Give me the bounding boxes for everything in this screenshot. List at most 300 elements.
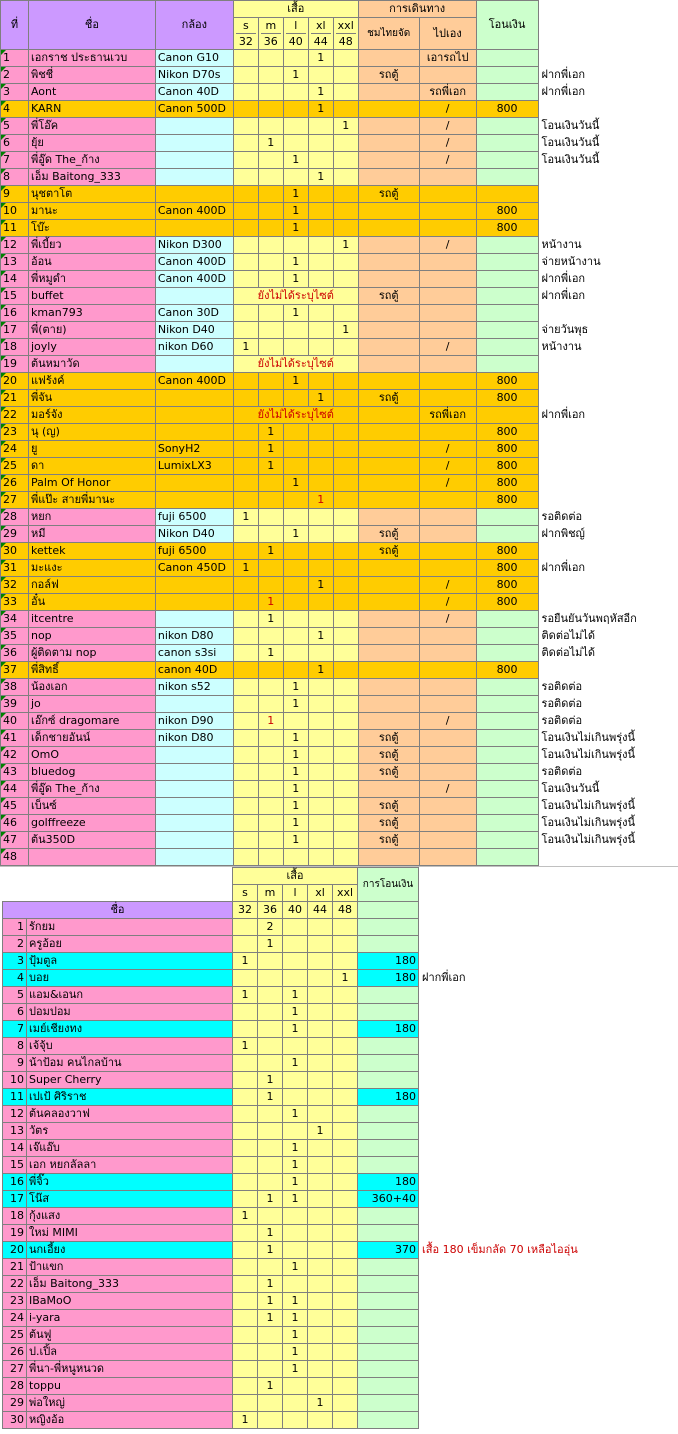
transfer-cell xyxy=(476,152,538,169)
size-xl-cell: 1 xyxy=(308,101,333,118)
row-name: ปุ้มตูล xyxy=(27,953,233,970)
note-cell xyxy=(419,1395,674,1412)
size-l-cell: 1 xyxy=(283,186,308,203)
size-s-cell xyxy=(233,220,258,237)
travel-a-cell xyxy=(358,152,419,169)
size-xxl-cell xyxy=(333,713,358,730)
size-xxl-cell xyxy=(333,1072,358,1089)
note-cell xyxy=(538,424,678,441)
table-row xyxy=(1,339,678,356)
size-xxl-cell xyxy=(333,50,358,67)
travel-a-header: ชมไทยจัด xyxy=(358,18,419,50)
row-camera: nikon D60 xyxy=(155,339,233,356)
size-l-cell xyxy=(283,628,308,645)
row-camera: SonyH2 xyxy=(155,441,233,458)
row-camera: fuji 6500 xyxy=(155,543,233,560)
row-camera: Canon 400D xyxy=(155,203,233,220)
table-row xyxy=(3,1021,674,1038)
size-xl-cell: 1 xyxy=(308,390,333,407)
size-m-cell: 1 xyxy=(258,713,283,730)
note-cell: หน้างาน xyxy=(538,237,678,254)
row-number: 11 xyxy=(3,1089,27,1106)
note-cell xyxy=(538,203,678,220)
col-camera-header: กล้อง xyxy=(155,1,233,50)
note-cell: ฝากพี่เอก xyxy=(538,84,678,101)
size-xxl-cell xyxy=(333,254,358,271)
row-number: 5 xyxy=(1,118,29,135)
row-name: ต้นหมาวัด xyxy=(28,356,155,373)
size-xxl-cell xyxy=(333,441,358,458)
transfer-cell xyxy=(358,1412,419,1429)
travel-b-cell: / xyxy=(419,237,476,254)
row-number: 22 xyxy=(3,1276,27,1293)
row-name: พี่เบี้ยว xyxy=(28,237,155,254)
size-s-cell xyxy=(233,577,258,594)
size-m-cell xyxy=(258,152,283,169)
transfer-cell xyxy=(476,696,538,713)
table-row xyxy=(1,152,678,169)
size-xxl-cell xyxy=(333,509,358,526)
size-s-cell xyxy=(233,1174,258,1191)
row-number: 8 xyxy=(3,1038,27,1055)
row-number: 19 xyxy=(3,1225,27,1242)
size-s-cell xyxy=(233,305,258,322)
note-cell: ฝากพี่เอก xyxy=(419,970,674,987)
size-s-cell: 1 xyxy=(233,560,258,577)
size-xxl-cell xyxy=(333,186,358,203)
size-m-cell xyxy=(258,254,283,271)
travel-a-cell xyxy=(358,118,419,135)
size-s-cell xyxy=(233,50,258,67)
size-m-cell xyxy=(258,271,283,288)
travel-b-cell: เอารถไป xyxy=(419,50,476,67)
size-xxl-cell xyxy=(333,1004,358,1021)
note-cell xyxy=(538,390,678,407)
size-xxl-cell xyxy=(333,1395,358,1412)
size-xxl-cell xyxy=(333,849,358,866)
transfer-cell xyxy=(476,713,538,730)
size-s-cell xyxy=(233,1242,258,1259)
size-xxl-cell xyxy=(333,1140,358,1157)
travel-b-cell xyxy=(419,849,476,866)
size-l-cell xyxy=(283,645,308,662)
row-number: 12 xyxy=(1,237,29,254)
transfer-cell xyxy=(476,186,538,203)
size-xxl-cell: 1 xyxy=(333,322,358,339)
size-s-cell xyxy=(233,781,258,798)
row-number: 47 xyxy=(1,832,29,849)
size-s-cell xyxy=(233,696,258,713)
row-number: 38 xyxy=(1,679,29,696)
row-camera: nikon D80 xyxy=(155,628,233,645)
size-s-cell xyxy=(233,815,258,832)
note-cell: รอติดต่อ xyxy=(538,679,678,696)
travel-b-cell xyxy=(419,747,476,764)
size-s-cell xyxy=(233,492,258,509)
size-xxl-cell xyxy=(333,1344,358,1361)
table-row xyxy=(3,1259,674,1276)
size-xl-cell xyxy=(308,747,333,764)
size-xxl-cell xyxy=(333,67,358,84)
row-number: 24 xyxy=(3,1310,27,1327)
row-number: 18 xyxy=(3,1208,27,1225)
travel-b-cell xyxy=(419,509,476,526)
table-row xyxy=(3,970,674,987)
transfer-cell xyxy=(476,679,538,696)
row-name: บอย xyxy=(27,970,233,987)
note-cell xyxy=(419,919,674,936)
travel-a-cell xyxy=(358,696,419,713)
table-row xyxy=(1,424,678,441)
row-camera xyxy=(155,594,233,611)
travel-b-cell: / xyxy=(419,152,476,169)
travel-a-cell xyxy=(358,169,419,186)
size-xxl-cell xyxy=(333,135,358,152)
row-number: 9 xyxy=(1,186,29,203)
row-camera: LumixLX3 xyxy=(155,458,233,475)
note-cell xyxy=(538,373,678,390)
row-name: พิชชี่ xyxy=(28,67,155,84)
size-xxl-cell xyxy=(333,475,358,492)
note-cell xyxy=(419,1174,674,1191)
row-name: พี่จิ๊ว xyxy=(27,1174,233,1191)
size-header: xl 44 xyxy=(308,18,333,50)
table-row xyxy=(3,1208,674,1225)
row-name: Aont xyxy=(28,84,155,101)
row-number: 26 xyxy=(3,1344,27,1361)
note-cell: จ่ายหน้างาน xyxy=(538,254,678,271)
row-name: buffet xyxy=(28,288,155,305)
size-xl-cell: 1 xyxy=(308,577,333,594)
row-number: 29 xyxy=(3,1395,27,1412)
size-m-cell xyxy=(258,970,283,987)
size-xxl-cell xyxy=(333,1055,358,1072)
size-xxl-cell xyxy=(333,1123,358,1140)
row-name: kman793 xyxy=(28,305,155,322)
note-cell: ฝากพี่เอก xyxy=(538,407,678,424)
transfer-cell xyxy=(476,509,538,526)
size-xl-cell xyxy=(308,220,333,237)
row-name xyxy=(28,849,155,866)
transfer-cell xyxy=(358,1310,419,1327)
row-number: 39 xyxy=(1,696,29,713)
transfer-cell: 180 xyxy=(358,1021,419,1038)
note-cell xyxy=(538,169,678,186)
size-xxl-cell xyxy=(333,1089,358,1106)
size-xl-cell xyxy=(308,322,333,339)
size-unspecified: ยังไม่ได้ระบุไซต์ xyxy=(233,407,358,424)
size-l-cell xyxy=(283,1242,308,1259)
size-l-cell: 1 xyxy=(283,373,308,390)
transfer-cell xyxy=(358,1259,419,1276)
col-no-header: ที่ xyxy=(1,1,29,50)
table-row xyxy=(1,526,678,543)
size-l-cell xyxy=(283,560,308,577)
note-cell xyxy=(538,849,678,866)
size-m-cell xyxy=(258,560,283,577)
size-m-cell xyxy=(258,67,283,84)
travel-b-cell: / xyxy=(419,135,476,152)
travel-a-cell xyxy=(358,713,419,730)
travel-a-cell xyxy=(358,679,419,696)
travel-b-cell xyxy=(419,373,476,390)
table-row xyxy=(3,1089,674,1106)
size-xxl-cell xyxy=(333,560,358,577)
row-number: 42 xyxy=(1,747,29,764)
size-m-cell xyxy=(258,628,283,645)
size-xxl-cell xyxy=(333,611,358,628)
size-xxl-cell xyxy=(333,101,358,118)
row-number: 43 xyxy=(1,764,29,781)
transfer-cell xyxy=(358,1225,419,1242)
table-row xyxy=(1,67,678,84)
row-number: 25 xyxy=(1,458,29,475)
row-number: 27 xyxy=(3,1361,27,1378)
row-number: 10 xyxy=(1,203,29,220)
table-row xyxy=(3,1225,674,1242)
table-row xyxy=(1,560,678,577)
size-l-cell: 1 xyxy=(283,747,308,764)
transfer-cell xyxy=(358,1327,419,1344)
row-number: 32 xyxy=(1,577,29,594)
row-number: 34 xyxy=(1,611,29,628)
travel-b-cell: รถพี่เอก xyxy=(419,407,476,424)
travel-b-cell xyxy=(419,628,476,645)
size-s-cell: 1 xyxy=(233,953,258,970)
size-xl-cell xyxy=(308,458,333,475)
size-xl-cell xyxy=(308,713,333,730)
size-l-cell xyxy=(283,1072,308,1089)
size-xxl-cell xyxy=(333,339,358,356)
size-xxl-cell: 1 xyxy=(333,237,358,254)
size-unspecified: ยังไม่ได้ระบุไซต์ xyxy=(233,356,358,373)
size-s-cell xyxy=(233,1327,258,1344)
size-xl-cell xyxy=(308,526,333,543)
size-s-cell xyxy=(233,373,258,390)
row-number: 16 xyxy=(1,305,29,322)
size-m-cell: 1 xyxy=(258,543,283,560)
row-number: 5 xyxy=(3,987,27,1004)
table-row xyxy=(1,407,678,424)
travel-a-cell xyxy=(358,220,419,237)
transfer-cell xyxy=(476,764,538,781)
t2-size-header: xxl xyxy=(333,885,358,902)
size-l-cell: 1 xyxy=(283,798,308,815)
table-row xyxy=(1,322,678,339)
row-camera: Nikon D40 xyxy=(155,526,233,543)
table-row xyxy=(3,1157,674,1174)
table-row xyxy=(1,458,678,475)
note-cell xyxy=(419,1004,674,1021)
travel-b-cell: / xyxy=(419,339,476,356)
note-cell: โอนเงินไม่เกินพรุ่งนี้ xyxy=(538,798,678,815)
size-xl-cell xyxy=(308,1174,333,1191)
size-xxl-cell xyxy=(333,1174,358,1191)
row-name: jo xyxy=(28,696,155,713)
table-row xyxy=(1,390,678,407)
row-name: joyly xyxy=(28,339,155,356)
transfer-cell: 800 xyxy=(476,492,538,509)
row-number: 33 xyxy=(1,594,29,611)
travel-a-cell xyxy=(358,84,419,101)
travel-a-cell: รถตู้ xyxy=(358,747,419,764)
note-cell xyxy=(419,1293,674,1310)
row-number: 1 xyxy=(1,50,29,67)
size-xxl-cell xyxy=(333,1225,358,1242)
size-l-cell xyxy=(283,953,308,970)
size-s-cell: 1 xyxy=(233,339,258,356)
size-header: xxl 48 xyxy=(333,18,358,50)
row-number: 18 xyxy=(1,339,29,356)
row-number: 15 xyxy=(3,1157,27,1174)
size-xl-cell xyxy=(308,1038,333,1055)
transfer-cell: 800 xyxy=(476,390,538,407)
transfer-cell xyxy=(358,1208,419,1225)
row-camera: Canon 500D xyxy=(155,101,233,118)
size-m-cell xyxy=(258,1412,283,1429)
row-number: 26 xyxy=(1,475,29,492)
size-m-cell xyxy=(258,987,283,1004)
row-number: 13 xyxy=(3,1123,27,1140)
transfer-cell xyxy=(476,237,538,254)
size-l-cell xyxy=(283,101,308,118)
row-number: 44 xyxy=(1,781,29,798)
row-name: เจ้จุ้บ xyxy=(27,1038,233,1055)
size-xl-cell xyxy=(308,67,333,84)
size-xxl-cell: 1 xyxy=(333,970,358,987)
size-m-cell xyxy=(258,492,283,509)
row-name: มะแงะ xyxy=(28,560,155,577)
size-xl-cell xyxy=(308,203,333,220)
transfer-cell: 800 xyxy=(476,441,538,458)
size-m-cell xyxy=(258,696,283,713)
t2-size-header: m xyxy=(258,885,283,902)
size-xl-cell: 1 xyxy=(308,662,333,679)
size-l-cell: 1 xyxy=(283,254,308,271)
travel-b-cell: / xyxy=(419,781,476,798)
row-number: 11 xyxy=(1,220,29,237)
size-m-cell xyxy=(258,220,283,237)
note-cell: โอนเงินไม่เกินพรุ่งนี้ xyxy=(538,730,678,747)
row-number: 28 xyxy=(3,1378,27,1395)
travel-b-cell xyxy=(419,662,476,679)
row-number: 2 xyxy=(1,67,29,84)
row-camera xyxy=(155,849,233,866)
table-row xyxy=(1,747,678,764)
note-cell xyxy=(538,186,678,203)
size-s-cell xyxy=(233,1004,258,1021)
travel-a-cell xyxy=(358,254,419,271)
size-xxl-cell xyxy=(333,662,358,679)
row-name: itcentre xyxy=(28,611,155,628)
size-s-cell xyxy=(233,84,258,101)
size-l-cell: 1 xyxy=(283,679,308,696)
note-cell xyxy=(419,1225,674,1242)
note-cell xyxy=(538,543,678,560)
note-cell xyxy=(538,492,678,509)
row-name: golffreeze xyxy=(28,815,155,832)
size-xl-cell xyxy=(308,611,333,628)
size-m-cell xyxy=(258,169,283,186)
size-s-cell xyxy=(233,662,258,679)
transfer-cell: 360+40 xyxy=(358,1191,419,1208)
table-row xyxy=(1,662,678,679)
size-l-cell xyxy=(283,322,308,339)
size-s-cell xyxy=(233,628,258,645)
size-l-cell xyxy=(283,492,308,509)
row-name: เอกราช ประธานเวบ xyxy=(28,50,155,67)
row-camera: Canon G10 xyxy=(155,50,233,67)
t2-size-num: 44 xyxy=(308,902,333,919)
size-xl-cell xyxy=(308,271,333,288)
travel-b-cell xyxy=(419,271,476,288)
size-xl-cell xyxy=(308,696,333,713)
size-xl-cell xyxy=(308,987,333,1004)
size-xxl-cell xyxy=(333,1412,358,1429)
size-xxl-cell xyxy=(333,1259,358,1276)
row-camera xyxy=(155,186,233,203)
transfer-cell xyxy=(358,1378,419,1395)
travel-a-cell: รถตู้ xyxy=(358,526,419,543)
row-name: น้องเอก xyxy=(28,679,155,696)
transfer-cell xyxy=(358,1395,419,1412)
note-cell xyxy=(419,1157,674,1174)
travel-a-cell xyxy=(358,662,419,679)
size-s-cell xyxy=(233,645,258,662)
table-row xyxy=(1,271,678,288)
row-number: 17 xyxy=(3,1191,27,1208)
note-cell xyxy=(419,936,674,953)
size-xl-cell xyxy=(308,1276,333,1293)
row-camera: nikon D80 xyxy=(155,730,233,747)
transfer-cell xyxy=(358,1140,419,1157)
size-xl-cell xyxy=(308,730,333,747)
row-name: ใหม่ MIMI xyxy=(27,1225,233,1242)
transfer-cell xyxy=(476,407,538,424)
row-number: 27 xyxy=(1,492,29,509)
size-m-cell: 1 xyxy=(258,645,283,662)
row-camera: Canon 400D xyxy=(155,373,233,390)
size-xl-cell xyxy=(308,1157,333,1174)
row-name: เอก หยกลัลลา xyxy=(27,1157,233,1174)
row-name: อั๋น xyxy=(28,594,155,611)
row-number: 14 xyxy=(3,1140,27,1157)
size-xxl-cell xyxy=(333,747,358,764)
size-s-cell xyxy=(233,1106,258,1123)
row-camera: canon s3si xyxy=(155,645,233,662)
size-s-cell xyxy=(233,152,258,169)
t2-shirt-header: เสื้อ xyxy=(233,868,358,885)
size-s-cell xyxy=(233,475,258,492)
size-l-cell xyxy=(283,970,308,987)
size-l-cell: 1 xyxy=(283,1344,308,1361)
travel-b-cell: / xyxy=(419,458,476,475)
size-l-cell: 1 xyxy=(283,305,308,322)
size-m-cell xyxy=(258,101,283,118)
size-xxl-cell xyxy=(333,577,358,594)
size-m-cell xyxy=(258,1140,283,1157)
note-cell: โอนเงินไม่เกินพรุ่งนี้ xyxy=(538,747,678,764)
size-xl-cell xyxy=(308,1106,333,1123)
table-row xyxy=(1,84,678,101)
row-name: กุ้งแสง xyxy=(27,1208,233,1225)
table-row xyxy=(1,611,678,628)
size-s-cell xyxy=(233,271,258,288)
note-cell xyxy=(538,220,678,237)
size-xxl-cell xyxy=(333,526,358,543)
row-number: 20 xyxy=(1,373,29,390)
size-s-cell xyxy=(233,186,258,203)
